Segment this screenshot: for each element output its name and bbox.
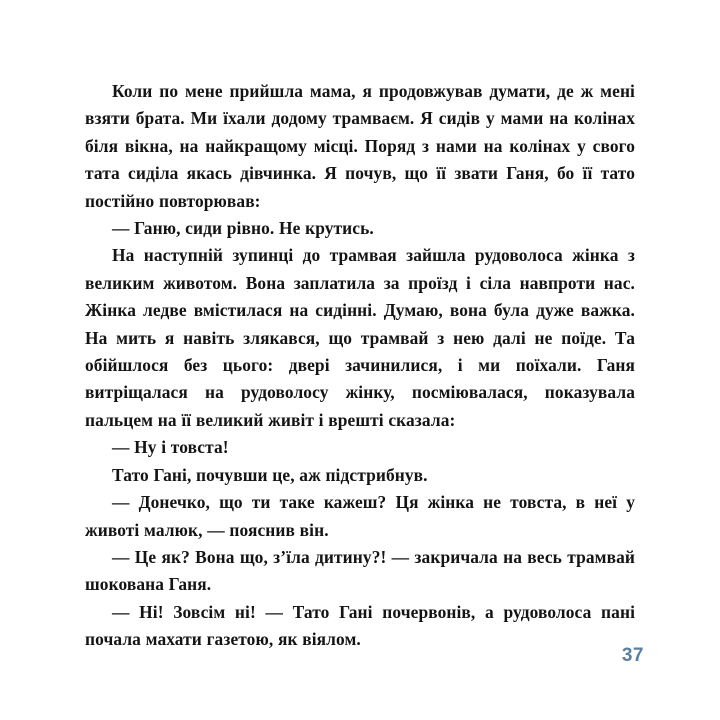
paragraph-narrative: Коли по мене прийшла мама, я продовжував думати, де ж мені взяти брата. Ми їхали додому трамваєм. Я сидів у мами на колінах біля вікна, на найкращому місці. Поряд з нами на колінах у свого тата сиділа якась дівчинка. Я почув, що її звати Ганя, бо її тато постійно повторював: xyxy=(85,81,635,211)
paragraph-dialogue: — Ганю, сиди рівно. Не крутись. xyxy=(112,218,374,239)
paragraph-dialogue: — Це як? Вона що, з’їла дитину?! — закричала на весь трамвай шокована Ганя. xyxy=(85,546,635,595)
paragraph-dialogue: — Донечко, що ти таке кажеш? Ця жінка не товста, в неї у животі малюк, — пояснив він. xyxy=(85,492,635,540)
paragraph-dialogue: — Ні! Зовсім ні! — Тато Гані почервонів, а рудоволоса пані почала махати газетою, як віялом. xyxy=(85,601,635,650)
paragraph-dialogue: — Ну і товста! xyxy=(112,437,229,458)
page-text-body xyxy=(85,78,635,654)
paragraph-narrative: На наступній зупинці до трамвая зайшла рудоволоса жінка з великим животом. Вона заплатила за проїзд і сіла навпроти нас. Жінка ледве вмістилася на сидінні. Думаю, вона була дуже важка. На мить я навіть злякався, що трамвай з нею далі не поїде. Та обійшлося без цього: двері зачинилися, і ми поїхали. Ганя витріщалася на рудоволосу жінку, посміювалася, показувала пальцем на її великий живіт і врешті сказала: xyxy=(85,245,635,430)
paragraph-narrative: Тато Гані, почувши це, аж підстрибнув. xyxy=(112,464,428,485)
page-number: 37 xyxy=(621,645,644,666)
